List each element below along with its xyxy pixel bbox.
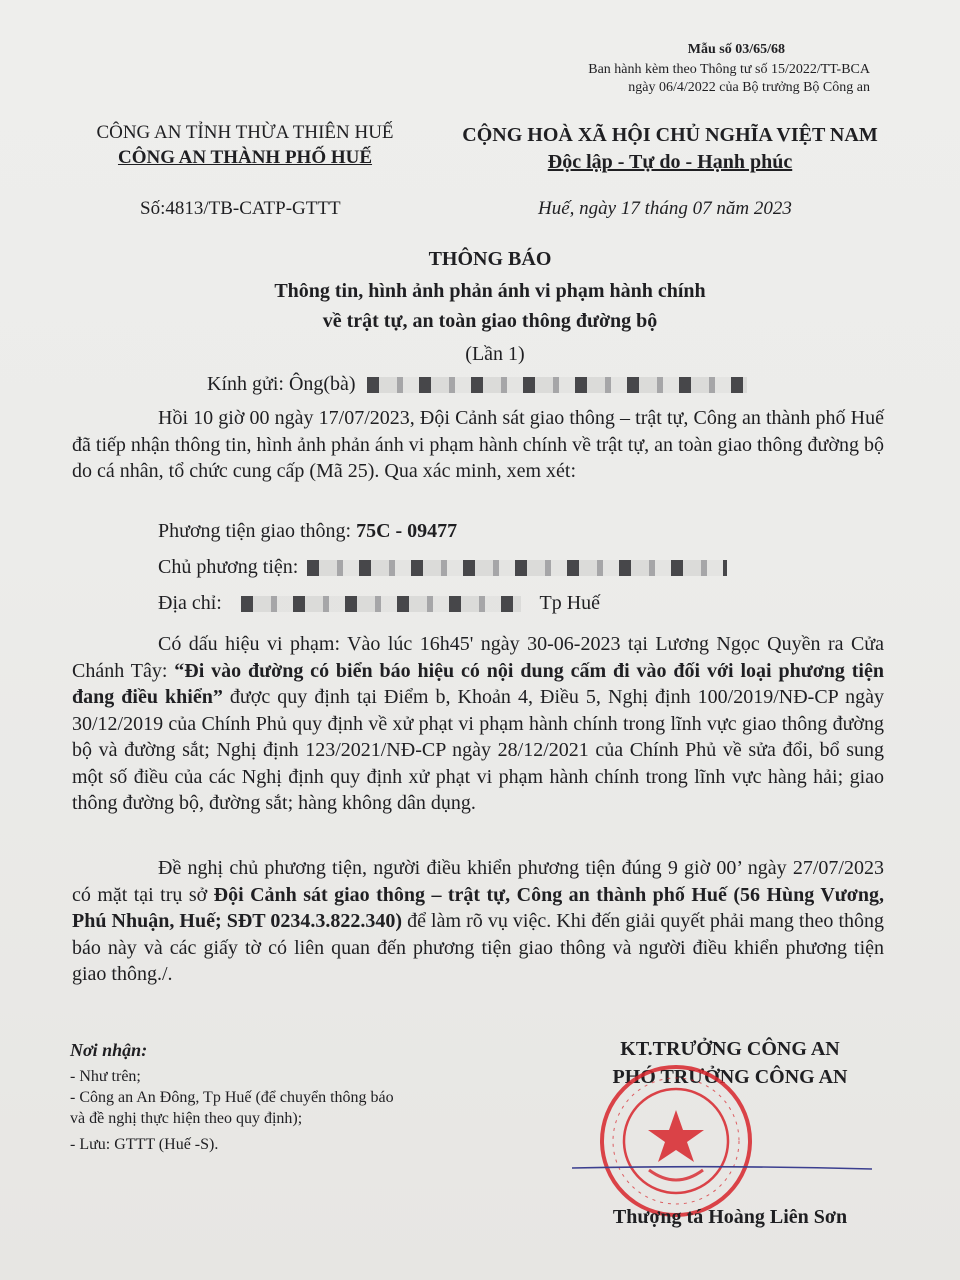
vehicle-plate: 75C - 09477: [356, 520, 458, 542]
violation-text-b: được quy định tại Điểm b, Khoản 4, Điều 5, Nghị định 100/2019/NĐ-CP ngày 30/12/2019 của Chính Phủ quy định về xử phạt vi phạm hành chính trong lĩnh vực giao thông đường bộ và đường sắt; Nghị định 123/2021/NĐ-CP ngày 28/12/2021 của Chính Phủ về sửa đổi, bổ sung một số điều của các Nghị định quy định xử phạt vi phạm hành chính trong lĩnh vực hàng hải; giao thông đường bộ, đường sắt; hàng không dân dụng.: [72, 686, 884, 814]
violation-description: “Đi vào đường có biển báo hiệu có nội dung cấm đi vào đối với loại phương tiện đang điều khiển”: [72, 659, 884, 708]
notice-title: THÔNG BÁO: [428, 248, 552, 270]
redacted-owner: [307, 560, 727, 576]
request-text-b: để làm rõ vụ việc. Khi đến giải quyết phải mang theo thông báo này và các giấy tờ có liên quan đến phương tiện giao thông và người điều khiển phương tiện giao thông./.: [72, 910, 885, 985]
redacted-address: [241, 596, 521, 612]
signer-name: Thượng tá Hoàng Liên Sơn: [612, 1206, 848, 1228]
paragraph-intake: Hồi 10 giờ 00 ngày 17/07/2023, Đội Cảnh sát giao thông – trật tự, Công an thành phố Huế đã tiếp nhận thông tin, hình ảnh phản ánh vi phạm hành chính về trật tự, an toàn giao thông đường bộ do cá nhân, tổ chức cung cấp (Mã 25). Qua xác minh, xem xét:: [72, 407, 884, 482]
request-location: Đội Cảnh sát giao thông – trật tự, Công an thành phố Huế (56 Hùng Vương, Phú Nhuận, Huế; SĐT 0234.3.822.340): [72, 883, 884, 932]
vehicle-row: [158, 520, 457, 543]
form-number: Mẫu số 03/65/68: [687, 42, 785, 57]
official-seal-icon: [597, 1062, 755, 1220]
signature-title-1: KT.TRƯỞNG CÔNG AN: [620, 1038, 840, 1060]
agency-parent: CÔNG AN TỈNH THỪA THIÊN HUẾ: [96, 122, 394, 143]
address-city: Tp Huế: [539, 592, 601, 614]
form-reference-line1: Ban hành kèm theo Thông tư số 15/2022/TT-BCA: [588, 62, 870, 77]
agency-name: CÔNG AN THÀNH PHỐ HUẾ: [117, 147, 373, 168]
owner-row: [158, 556, 727, 579]
request-text-a: Đề nghị chủ phương tiện, người điều khiển phương tiện đúng 9 giờ 00’ ngày 27/07/2023 có mặt tại trụ sở: [72, 857, 884, 906]
recipient-item: - Lưu: GTTT (Huế -S).: [70, 1136, 219, 1153]
recipients-title: Nơi nhận:: [70, 1040, 148, 1060]
paragraph-request: [72, 855, 884, 988]
paragraph-violation: [72, 631, 884, 817]
signature-title-2: PHÓ TRƯỞNG CÔNG AN: [612, 1066, 848, 1088]
owner-label: Chủ phương tiện:: [158, 556, 299, 578]
addressee-label: Kính gửi: Ông(bà): [207, 373, 356, 395]
form-reference-line2: ngày 06/4/2022 của Bộ trưởng Bộ Công an: [628, 80, 870, 95]
notice-round: (Lần 1): [465, 343, 525, 365]
recipient-item: - Như trên;: [70, 1068, 141, 1085]
notice-subtitle-1: Thông tin, hình ảnh phản ánh vi phạm hành chính: [274, 280, 706, 302]
address-label: Địa chỉ:: [158, 592, 222, 614]
redacted-name: [367, 377, 747, 393]
recipient-item: và đề nghị thực hiện theo quy định);: [70, 1110, 303, 1127]
signature-stroke-icon: [572, 1165, 872, 1171]
place-date: Huế, ngày 17 tháng 07 năm 2023: [538, 198, 792, 219]
violation-text-a: Có dấu hiệu vi phạm: Vào lúc 16h45' ngày 30-06-2023 tại Lương Ngọc Quyền ra Cửa Chánh Tây:: [72, 633, 884, 682]
vehicle-label: Phương tiện giao thông:: [158, 520, 352, 542]
document-number: Số:4813/TB-CATP-GTTT: [140, 198, 341, 219]
recipient-item: - Công an An Đông, Tp Huế (để chuyển thông báo: [70, 1089, 394, 1106]
addressee: [207, 373, 747, 396]
country-name: CỘNG HOÀ XÃ HỘI CHỦ NGHĨA VIỆT NAM: [462, 124, 878, 146]
address-row: [158, 592, 600, 615]
national-motto: Độc lập - Tự do - Hạnh phúc: [547, 151, 793, 173]
notice-subtitle-2: về trật tự, an toàn giao thông đường bộ: [322, 310, 658, 332]
